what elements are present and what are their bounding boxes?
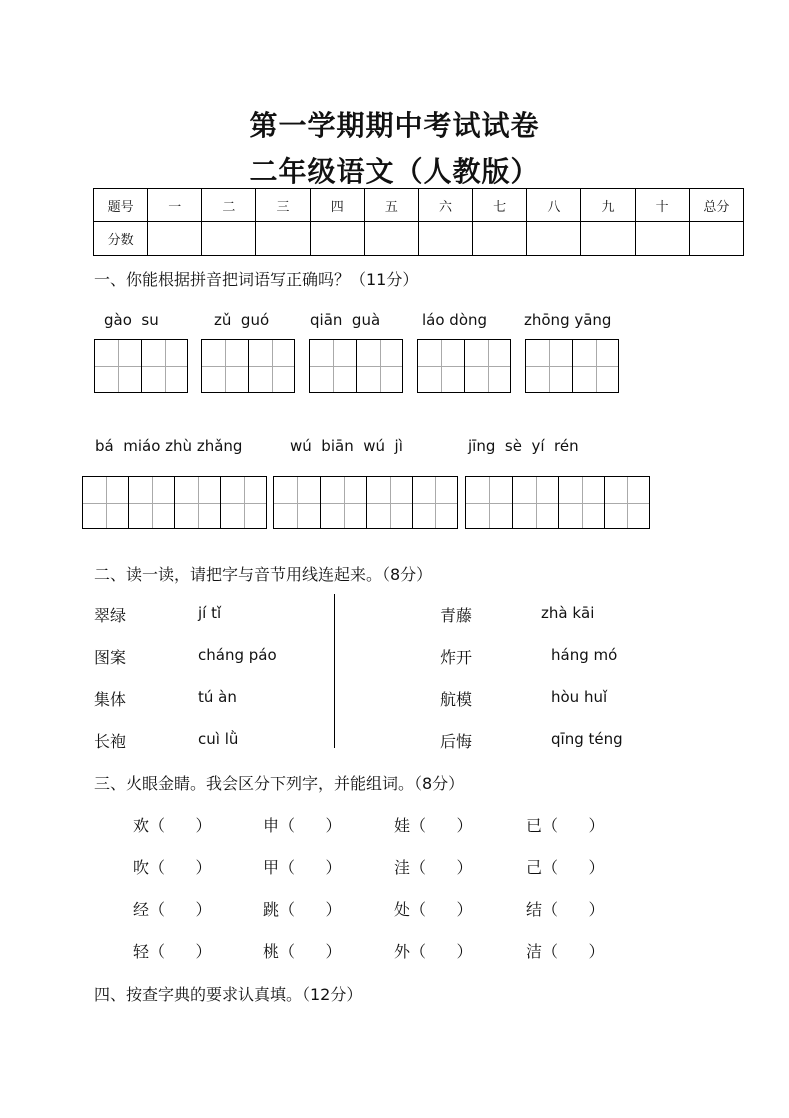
score-table-score-row (94, 222, 744, 256)
writing-cell[interactable] (202, 340, 248, 392)
char-blank[interactable]: 经（ ） (133, 900, 212, 919)
score-input-cell[interactable] (689, 222, 743, 256)
pinyin-label: zǔ guó (214, 311, 270, 329)
score-input-cell[interactable] (202, 222, 256, 256)
score-input-cell[interactable] (310, 222, 364, 256)
char-blank[interactable]: 已（ ） (526, 816, 605, 835)
char-blank[interactable]: 甲（ ） (263, 858, 342, 877)
writing-grid[interactable] (82, 476, 267, 529)
writing-cell[interactable] (418, 340, 464, 392)
matching-pinyin[interactable]: hòu huǐ (551, 688, 608, 706)
pinyin-label: zhōng yāng (524, 311, 612, 329)
matching-pinyin[interactable]: cháng páo (198, 646, 277, 664)
score-table-cell: 七 (473, 189, 527, 222)
pinyin-label: láo dòng (422, 311, 488, 329)
score-table-cell: 五 (364, 189, 418, 222)
score-table-cell: 十 (635, 189, 689, 222)
writing-grid[interactable] (525, 339, 619, 393)
writing-cell[interactable] (248, 340, 294, 392)
section-3-heading: 三、火眼金睛。我会区分下列字，并能组词。（8分） (94, 774, 465, 793)
char-blank[interactable]: 跳（ ） (263, 900, 342, 919)
exam-subtitle: 二年级语文（人教版） (249, 155, 540, 188)
char-blank[interactable]: 外（ ） (394, 942, 473, 961)
score-table-cell: 二 (202, 189, 256, 222)
char-blank[interactable]: 处（ ） (394, 900, 473, 919)
char-blank[interactable]: 洼（ ） (394, 858, 473, 877)
score-table-cell: 一 (148, 189, 202, 222)
score-input-cell[interactable] (635, 222, 689, 256)
pinyin-label: gào su (104, 311, 159, 329)
writing-grid[interactable] (273, 476, 458, 529)
score-input-cell[interactable] (581, 222, 635, 256)
column-divider (334, 594, 335, 748)
writing-cell[interactable] (128, 477, 174, 528)
writing-cell[interactable] (274, 477, 320, 528)
writing-cell[interactable] (572, 340, 618, 392)
score-table-cell: 九 (581, 189, 635, 222)
writing-cell[interactable] (356, 340, 402, 392)
writing-cell[interactable] (464, 340, 510, 392)
score-input-cell[interactable] (473, 222, 527, 256)
score-input-cell[interactable] (148, 222, 202, 256)
matching-word[interactable]: 长袍 (94, 732, 127, 751)
matching-word[interactable]: 后悔 (440, 732, 473, 751)
pinyin-label: qiān guà (310, 311, 381, 329)
writing-cell[interactable] (526, 340, 572, 392)
pinyin-label: bá miáo zhù zhǎng (95, 437, 243, 455)
writing-cell[interactable] (604, 477, 649, 528)
section-1-heading: 一、你能根据拼音把词语写正确吗？（11分） (94, 270, 419, 289)
matching-word[interactable]: 炸开 (440, 648, 473, 667)
matching-pinyin[interactable]: qīng téng (551, 730, 623, 748)
char-blank[interactable]: 吹（ ） (133, 858, 212, 877)
writing-cell[interactable] (512, 477, 558, 528)
char-blank[interactable]: 娃（ ） (394, 816, 473, 835)
section-2-heading: 二、读一读，请把字与音节用线连起来。（8分） (94, 565, 433, 584)
matching-word[interactable]: 图案 (94, 648, 127, 667)
writing-grid[interactable] (465, 476, 650, 529)
writing-grid[interactable] (309, 339, 403, 393)
char-blank[interactable]: 己（ ） (526, 858, 605, 877)
char-blank[interactable]: 轻（ ） (133, 942, 212, 961)
matching-pinyin[interactable]: jí tǐ (198, 604, 222, 622)
score-table-cell: 总分 (689, 189, 743, 222)
matching-word[interactable]: 航模 (440, 690, 473, 709)
writing-cell[interactable] (466, 477, 512, 528)
char-blank[interactable]: 申（ ） (263, 816, 342, 835)
writing-cell[interactable] (83, 477, 128, 528)
exam-title: 第一学期期中考试试卷 (249, 109, 540, 142)
section-4-heading: 四、按查字典的要求认真填。（12分） (94, 985, 363, 1004)
writing-cell[interactable] (95, 340, 141, 392)
score-input-cell[interactable] (527, 222, 581, 256)
writing-cell[interactable] (310, 340, 356, 392)
writing-grid[interactable] (94, 339, 188, 393)
writing-cell[interactable] (558, 477, 604, 528)
matching-pinyin[interactable]: tú àn (198, 688, 237, 706)
matching-pinyin[interactable]: zhà kāi (541, 604, 595, 622)
matching-word[interactable]: 青藤 (440, 606, 473, 625)
score-input-cell[interactable] (256, 222, 310, 256)
char-blank[interactable]: 结（ ） (526, 900, 605, 919)
score-label-cell: 分数 (94, 222, 148, 256)
score-table-cell: 四 (310, 189, 364, 222)
char-blank[interactable]: 桃（ ） (263, 942, 342, 961)
matching-pinyin[interactable]: cuì lǜ (198, 730, 239, 748)
score-table (93, 188, 744, 256)
score-table-cell: 三 (256, 189, 310, 222)
pinyin-label: wú biān wú jì (290, 437, 403, 455)
pinyin-label: jīng sè yí rén (468, 437, 579, 455)
matching-pinyin[interactable]: háng mó (551, 646, 618, 664)
score-table-cell: 题号 (94, 189, 148, 222)
writing-cell[interactable] (174, 477, 220, 528)
writing-cell[interactable] (220, 477, 266, 528)
matching-word[interactable]: 翠绿 (94, 606, 127, 625)
writing-cell[interactable] (320, 477, 366, 528)
score-input-cell[interactable] (364, 222, 418, 256)
writing-cell[interactable] (366, 477, 412, 528)
score-table-header-row (94, 189, 744, 222)
writing-cell[interactable] (141, 340, 187, 392)
matching-word[interactable]: 集体 (94, 690, 127, 709)
char-blank[interactable]: 欢（ ） (133, 816, 212, 835)
char-blank[interactable]: 洁（ ） (526, 942, 605, 961)
writing-cell[interactable] (412, 477, 457, 528)
writing-grid[interactable] (417, 339, 511, 393)
score-table-cell: 六 (418, 189, 472, 222)
score-table-cell: 八 (527, 189, 581, 222)
writing-grid[interactable] (201, 339, 295, 393)
score-input-cell[interactable] (418, 222, 472, 256)
